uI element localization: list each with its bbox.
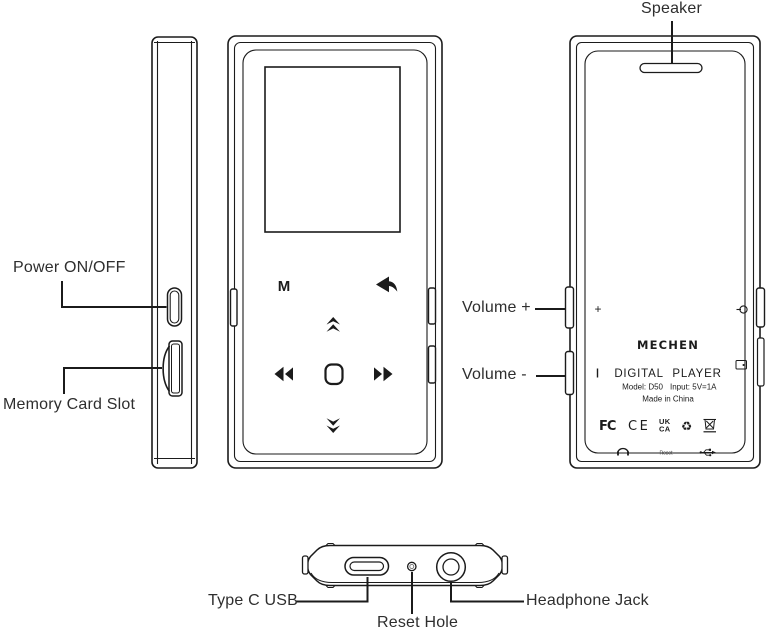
card-slot-back-edge [758, 338, 765, 386]
ukca-mark-ca: CA [659, 424, 671, 434]
usb-c-port [345, 558, 389, 576]
fcc-mark: FC [599, 419, 616, 434]
volume-down-button-edge [429, 346, 436, 383]
forward-icon [374, 367, 393, 381]
headphone-jack [437, 553, 466, 582]
down-icon [327, 418, 341, 433]
typec-callout-line [296, 577, 368, 602]
volume-plus-label: Volume + [462, 299, 531, 316]
power-button [168, 288, 182, 326]
up-icon [327, 317, 341, 332]
memory-callout-line [64, 368, 162, 394]
back-view [566, 36, 765, 468]
reset-hole [408, 562, 416, 570]
rewind-icon [275, 367, 294, 381]
recycle-icon: ♻ [681, 418, 693, 434]
volume-up-button [566, 287, 574, 328]
reset-small-label: Reset [659, 450, 673, 457]
ce-mark: CE [628, 419, 651, 434]
ok-button [326, 365, 343, 385]
headphone-icon [618, 449, 629, 456]
speaker-label: Speaker [641, 0, 702, 17]
certification-marks [599, 417, 716, 434]
screen [265, 67, 400, 232]
side-nub-right [502, 556, 508, 574]
power-label: Power ON/OFF [13, 259, 126, 276]
power-button-edge [231, 289, 238, 326]
side-view [152, 37, 197, 468]
power-button-back-edge [757, 288, 765, 327]
power-callout-line [62, 281, 167, 307]
weee-bin-icon [704, 420, 717, 432]
headphone-jack-label: Headphone Jack [526, 592, 649, 609]
volume-up-button-edge [429, 288, 436, 324]
bottom-view [303, 544, 508, 588]
callout-lines [62, 21, 672, 614]
back-arrow-icon [376, 277, 397, 293]
usb-icon [700, 449, 716, 457]
brand-logo: MECHEN [636, 338, 700, 352]
side-nub-left [303, 556, 309, 574]
front-view [228, 36, 442, 468]
volume-plus-mark: + [594, 302, 602, 316]
speaker-slot [640, 64, 702, 73]
reset-hole-label: Reset Hole [377, 614, 459, 631]
product-name: DIGITAL PLAYER [614, 368, 722, 380]
ukca-mark-uk: UK [659, 417, 671, 426]
memory-card-slot [163, 341, 182, 396]
menu-key-label: M [277, 278, 291, 295]
model-number: Model: D50 [622, 382, 663, 392]
volume-down-button [566, 352, 574, 395]
input-spec: Input: 5V=1A [670, 382, 717, 392]
type-c-usb-label: Type C USB [208, 592, 299, 609]
origin-text: Made in China [642, 394, 694, 404]
memory-card-label: Memory Card Slot [3, 396, 136, 413]
volume-minus-label: Volume - [462, 366, 527, 383]
